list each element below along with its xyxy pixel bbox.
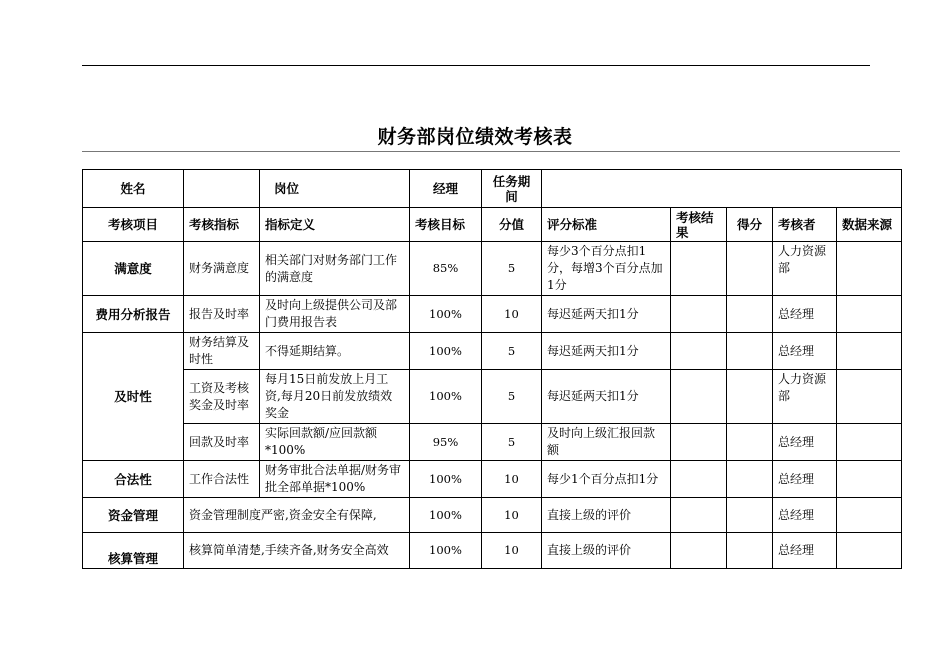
table-row bbox=[83, 296, 902, 333]
category-cell: 合法性 bbox=[83, 461, 184, 498]
table-row bbox=[83, 461, 902, 498]
criteria-cell: 及时向上级汇报回款额 bbox=[542, 424, 671, 461]
table-row bbox=[83, 370, 902, 424]
result-cell bbox=[671, 461, 727, 498]
source-cell bbox=[837, 533, 902, 569]
name-label: 姓名 bbox=[83, 170, 184, 208]
col-header: 考核者 bbox=[773, 208, 837, 242]
col-header: 考核目标 bbox=[410, 208, 482, 242]
performance-table bbox=[82, 169, 902, 569]
table-row bbox=[83, 242, 902, 296]
category-cell: 核算管理 bbox=[83, 533, 184, 569]
name-value bbox=[184, 170, 260, 208]
target-cell: 100% bbox=[410, 370, 482, 424]
indicator-cell: 报告及时率 bbox=[184, 296, 260, 333]
table-row bbox=[83, 498, 902, 533]
indicator-cell: 财务结算及时性 bbox=[184, 333, 260, 370]
title-underline bbox=[82, 151, 900, 152]
category-cell: 资金管理 bbox=[83, 498, 184, 533]
criteria-cell: 每迟延两天扣1分 bbox=[542, 296, 671, 333]
assessor-cell: 总经理 bbox=[773, 498, 837, 533]
score-cell: 5 bbox=[482, 333, 542, 370]
period-value bbox=[542, 170, 902, 208]
definition-cell: 相关部门对财务部门工作的满意度 bbox=[260, 242, 410, 296]
source-cell bbox=[837, 424, 902, 461]
indicator-cell: 工资及考核奖金及时率 bbox=[184, 370, 260, 424]
target-cell: 100% bbox=[410, 533, 482, 569]
col-header: 得分 bbox=[727, 208, 773, 242]
table-row bbox=[83, 333, 902, 370]
criteria-cell: 每迟延两天扣1分 bbox=[542, 333, 671, 370]
source-cell bbox=[837, 333, 902, 370]
result-cell bbox=[671, 424, 727, 461]
indicator-cell: 财务满意度 bbox=[184, 242, 260, 296]
criteria-cell: 每迟延两天扣1分 bbox=[542, 370, 671, 424]
points-cell bbox=[727, 333, 773, 370]
source-cell bbox=[837, 296, 902, 333]
source-cell bbox=[837, 370, 902, 424]
result-cell bbox=[671, 370, 727, 424]
indicator-definition-cell: 资金管理制度严密,资金安全有保障, bbox=[184, 498, 410, 533]
source-cell bbox=[837, 498, 902, 533]
score-cell: 5 bbox=[482, 242, 542, 296]
criteria-cell: 每少3个百分点扣1分，每增3个百分点加1分 bbox=[542, 242, 671, 296]
assessor-cell: 人力资源部 bbox=[773, 370, 837, 424]
score-cell: 10 bbox=[482, 498, 542, 533]
assessor-cell: 人力资源部 bbox=[773, 242, 837, 296]
column-header-row bbox=[83, 208, 902, 242]
category-cell: 费用分析报告 bbox=[83, 296, 184, 333]
criteria-cell: 每少1个百分点扣1分 bbox=[542, 461, 671, 498]
score-cell: 10 bbox=[482, 533, 542, 569]
source-cell bbox=[837, 461, 902, 498]
points-cell bbox=[727, 461, 773, 498]
position-label: 岗位 bbox=[260, 170, 410, 208]
definition-cell: 财务审批合法单据/财务审批全部单据*100% bbox=[260, 461, 410, 498]
result-cell bbox=[671, 296, 727, 333]
assessor-cell: 总经理 bbox=[773, 296, 837, 333]
score-cell: 5 bbox=[482, 370, 542, 424]
result-cell bbox=[671, 333, 727, 370]
target-cell: 100% bbox=[410, 461, 482, 498]
assessor-cell: 总经理 bbox=[773, 424, 837, 461]
table-row bbox=[83, 424, 902, 461]
definition-cell: 实际回款额/应回款额*100% bbox=[260, 424, 410, 461]
result-cell bbox=[671, 242, 727, 296]
score-cell: 5 bbox=[482, 424, 542, 461]
top-rule bbox=[82, 65, 870, 66]
indicator-cell: 工作合法性 bbox=[184, 461, 260, 498]
points-cell bbox=[727, 533, 773, 569]
target-cell: 100% bbox=[410, 498, 482, 533]
result-cell bbox=[671, 498, 727, 533]
category-cell: 满意度 bbox=[83, 242, 184, 296]
assessor-cell: 总经理 bbox=[773, 333, 837, 370]
col-header: 分值 bbox=[482, 208, 542, 242]
criteria-cell: 直接上级的评价 bbox=[542, 498, 671, 533]
definition-cell: 及时向上级提供公司及部门费用报告表 bbox=[260, 296, 410, 333]
target-cell: 85% bbox=[410, 242, 482, 296]
points-cell bbox=[727, 242, 773, 296]
points-cell bbox=[727, 296, 773, 333]
col-header: 评分标准 bbox=[542, 208, 671, 242]
score-cell: 10 bbox=[482, 461, 542, 498]
target-cell: 95% bbox=[410, 424, 482, 461]
definition-cell: 每月15日前发放上月工资,每月20日前发放绩效奖金 bbox=[260, 370, 410, 424]
position-value: 经理 bbox=[410, 170, 482, 208]
assessor-cell: 总经理 bbox=[773, 461, 837, 498]
col-header: 指标定义 bbox=[260, 208, 410, 242]
points-cell bbox=[727, 370, 773, 424]
col-header: 数据来源 bbox=[837, 208, 902, 242]
info-row bbox=[83, 170, 902, 208]
table-row bbox=[83, 533, 902, 569]
definition-cell: 不得延期结算。 bbox=[260, 333, 410, 370]
criteria-cell: 直接上级的评价 bbox=[542, 533, 671, 569]
target-cell: 100% bbox=[410, 296, 482, 333]
assessor-cell: 总经理 bbox=[773, 533, 837, 569]
col-header: 考核指标 bbox=[184, 208, 260, 242]
category-cell: 及时性 bbox=[83, 333, 184, 461]
indicator-definition-cell: 核算简单清楚,手续齐备,财务安全高效 bbox=[184, 533, 410, 569]
score-cell: 10 bbox=[482, 296, 542, 333]
indicator-cell: 回款及时率 bbox=[184, 424, 260, 461]
period-label: 任务期间 bbox=[482, 170, 542, 208]
result-cell bbox=[671, 533, 727, 569]
source-cell bbox=[837, 242, 902, 296]
page-title: 财务部岗位绩效考核表 bbox=[377, 126, 573, 148]
points-cell bbox=[727, 498, 773, 533]
target-cell: 100% bbox=[410, 333, 482, 370]
col-header: 考核项目 bbox=[83, 208, 184, 242]
col-header: 考核结果 bbox=[671, 208, 727, 242]
points-cell bbox=[727, 424, 773, 461]
